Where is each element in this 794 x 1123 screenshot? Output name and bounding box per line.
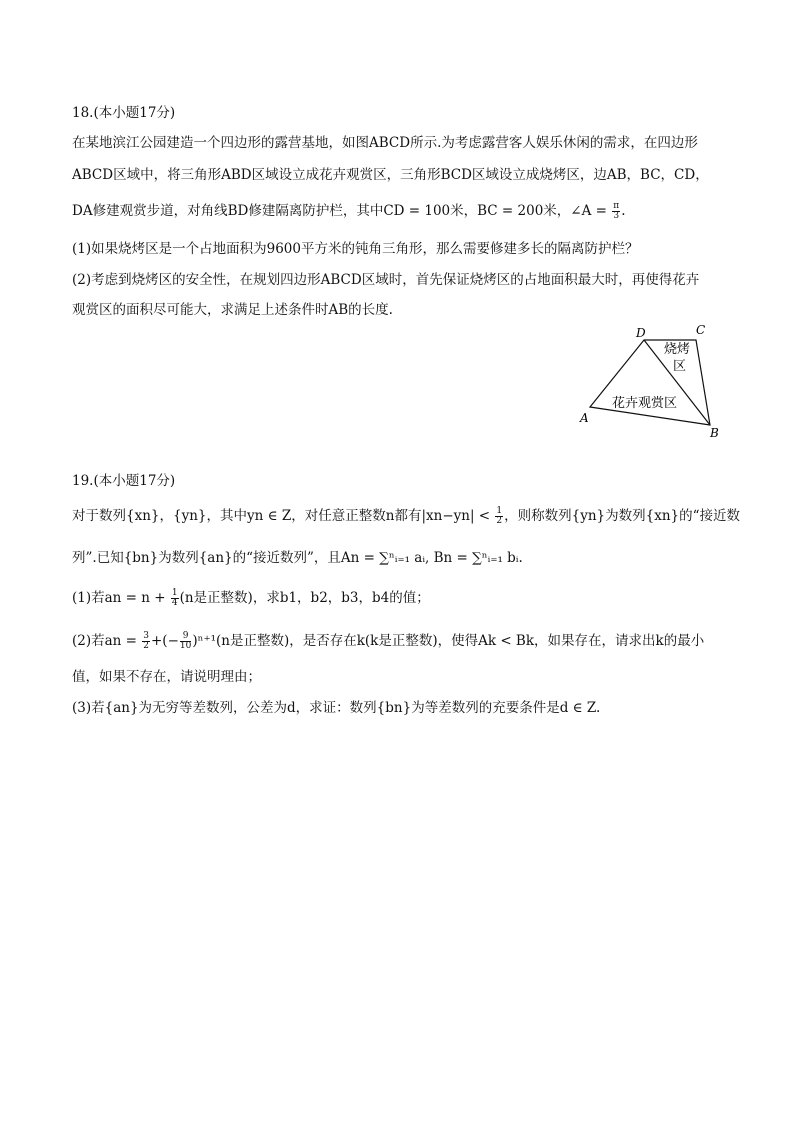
q18-line3-end: .: [621, 203, 626, 219]
q18-header: 18.(本小题17分): [72, 105, 176, 121]
fraction-numerator: 1: [496, 506, 503, 516]
zone-bbq-line1: 烧烤: [664, 342, 691, 357]
q19-s1-text-a: (1)若an = n +: [72, 590, 166, 606]
q19-s2-fraction-2: [180, 632, 191, 651]
quadrilateral-diagram: [572, 320, 732, 440]
q18-paragraph-line2: ABCD区域中，将三角形ABD区域设立成花卉观赏区，三角形BCD区域设立成烧烤区，边AB，BC，CD，: [72, 167, 709, 183]
q18-paragraph-line3: [72, 202, 625, 221]
q19-s1-fraction: [171, 589, 179, 608]
q19-s2-mid: +(−: [151, 633, 179, 649]
quadrilateral-outline: [590, 340, 710, 425]
label-b: B: [710, 426, 719, 440]
q18-subquestion-2-line2: 观赏区的面积尽可能大，求满足上述条件时AB的长度.: [72, 302, 393, 318]
fraction-denominator: 10: [179, 641, 192, 651]
q19-line1-text-b: ，则称数列{yn}为数列{xn}的“接近数: [504, 508, 741, 524]
q19-s2-text-b: )ⁿ⁺¹(n是正整数)，是否存在k(k是正整数)，使得Ak < Bk，如果存在，请求出k的最小: [192, 633, 705, 649]
q19-paragraph-line1: [72, 507, 740, 526]
fraction-denominator: 4: [171, 598, 178, 608]
fraction-numerator: π: [613, 201, 620, 211]
fraction-denominator: 3: [613, 211, 620, 221]
q18-paragraph-line1: 在某地滨江公园建造一个四边形的露营基地，如图ABCD所示.为考虑露营客人娱乐休闲的需求，在四边形: [72, 135, 698, 151]
q19-half-fraction: [495, 507, 503, 526]
q19-header: 19.(本小题17分): [72, 473, 176, 489]
q19-paragraph-line2: 列”.已知{bn}为数列{an}的“接近数列”，且An = ∑ⁿᵢ₌₁ aᵢ, Bn = ∑ⁿᵢ₌₁ bᵢ.: [72, 550, 523, 566]
fraction-numerator: 1: [171, 588, 178, 598]
q19-subquestion-3: (3)若{an}为无穷等差数列，公差为d，求证：数列{bn}为等差数列的充要条件是d ∈ Z.: [72, 700, 601, 716]
fraction-numerator: 3: [143, 631, 149, 641]
fraction-denominator: 2: [143, 641, 149, 651]
label-d: D: [636, 326, 646, 340]
q19-subquestion-2-line2: 值，如果不存在，请说明理由；: [72, 669, 261, 685]
q18-angle-fraction: [612, 202, 620, 221]
q19-s2-fraction-1: [142, 632, 150, 651]
q19-s1-text-b: (n是正整数)，求b1，b2，b3，b4的值；: [179, 590, 430, 606]
quadrilateral-figure: [572, 320, 732, 440]
label-c: C: [696, 323, 706, 337]
q19-s2-text-a: (2)若an =: [72, 633, 137, 649]
q18-subquestion-1: (1)如果烧烤区是一个占地面积为9600平方米的钝角三角形，那么需要修建多长的隔离防护栏？: [72, 241, 639, 257]
fraction-numerator: 9: [180, 632, 191, 642]
q19-subquestion-1: [72, 589, 430, 608]
q19-subquestion-2-line1: [72, 632, 704, 651]
fraction-denominator: 2: [496, 516, 503, 526]
zone-flower: 花卉观赏区: [612, 396, 678, 411]
label-a: A: [580, 411, 589, 425]
q18-line3-text: DA修建观赏步道，对角线BD修建隔离防护栏，其中CD = 100米，BC = 200米，∠A =: [72, 203, 607, 219]
zone-bbq-line2: 区: [673, 359, 687, 374]
q19-line1-text-a: 对于数列{xn}，{yn}，其中yn ∈ Z，对任意正整数n都有|xn−yn| <: [72, 508, 491, 524]
q18-subquestion-2-line1: (2)考虑到烧烤区的安全性，在规划四边形ABCD区域时，首先保证烧烤区的占地面积最大时，再使得花卉: [72, 272, 700, 288]
